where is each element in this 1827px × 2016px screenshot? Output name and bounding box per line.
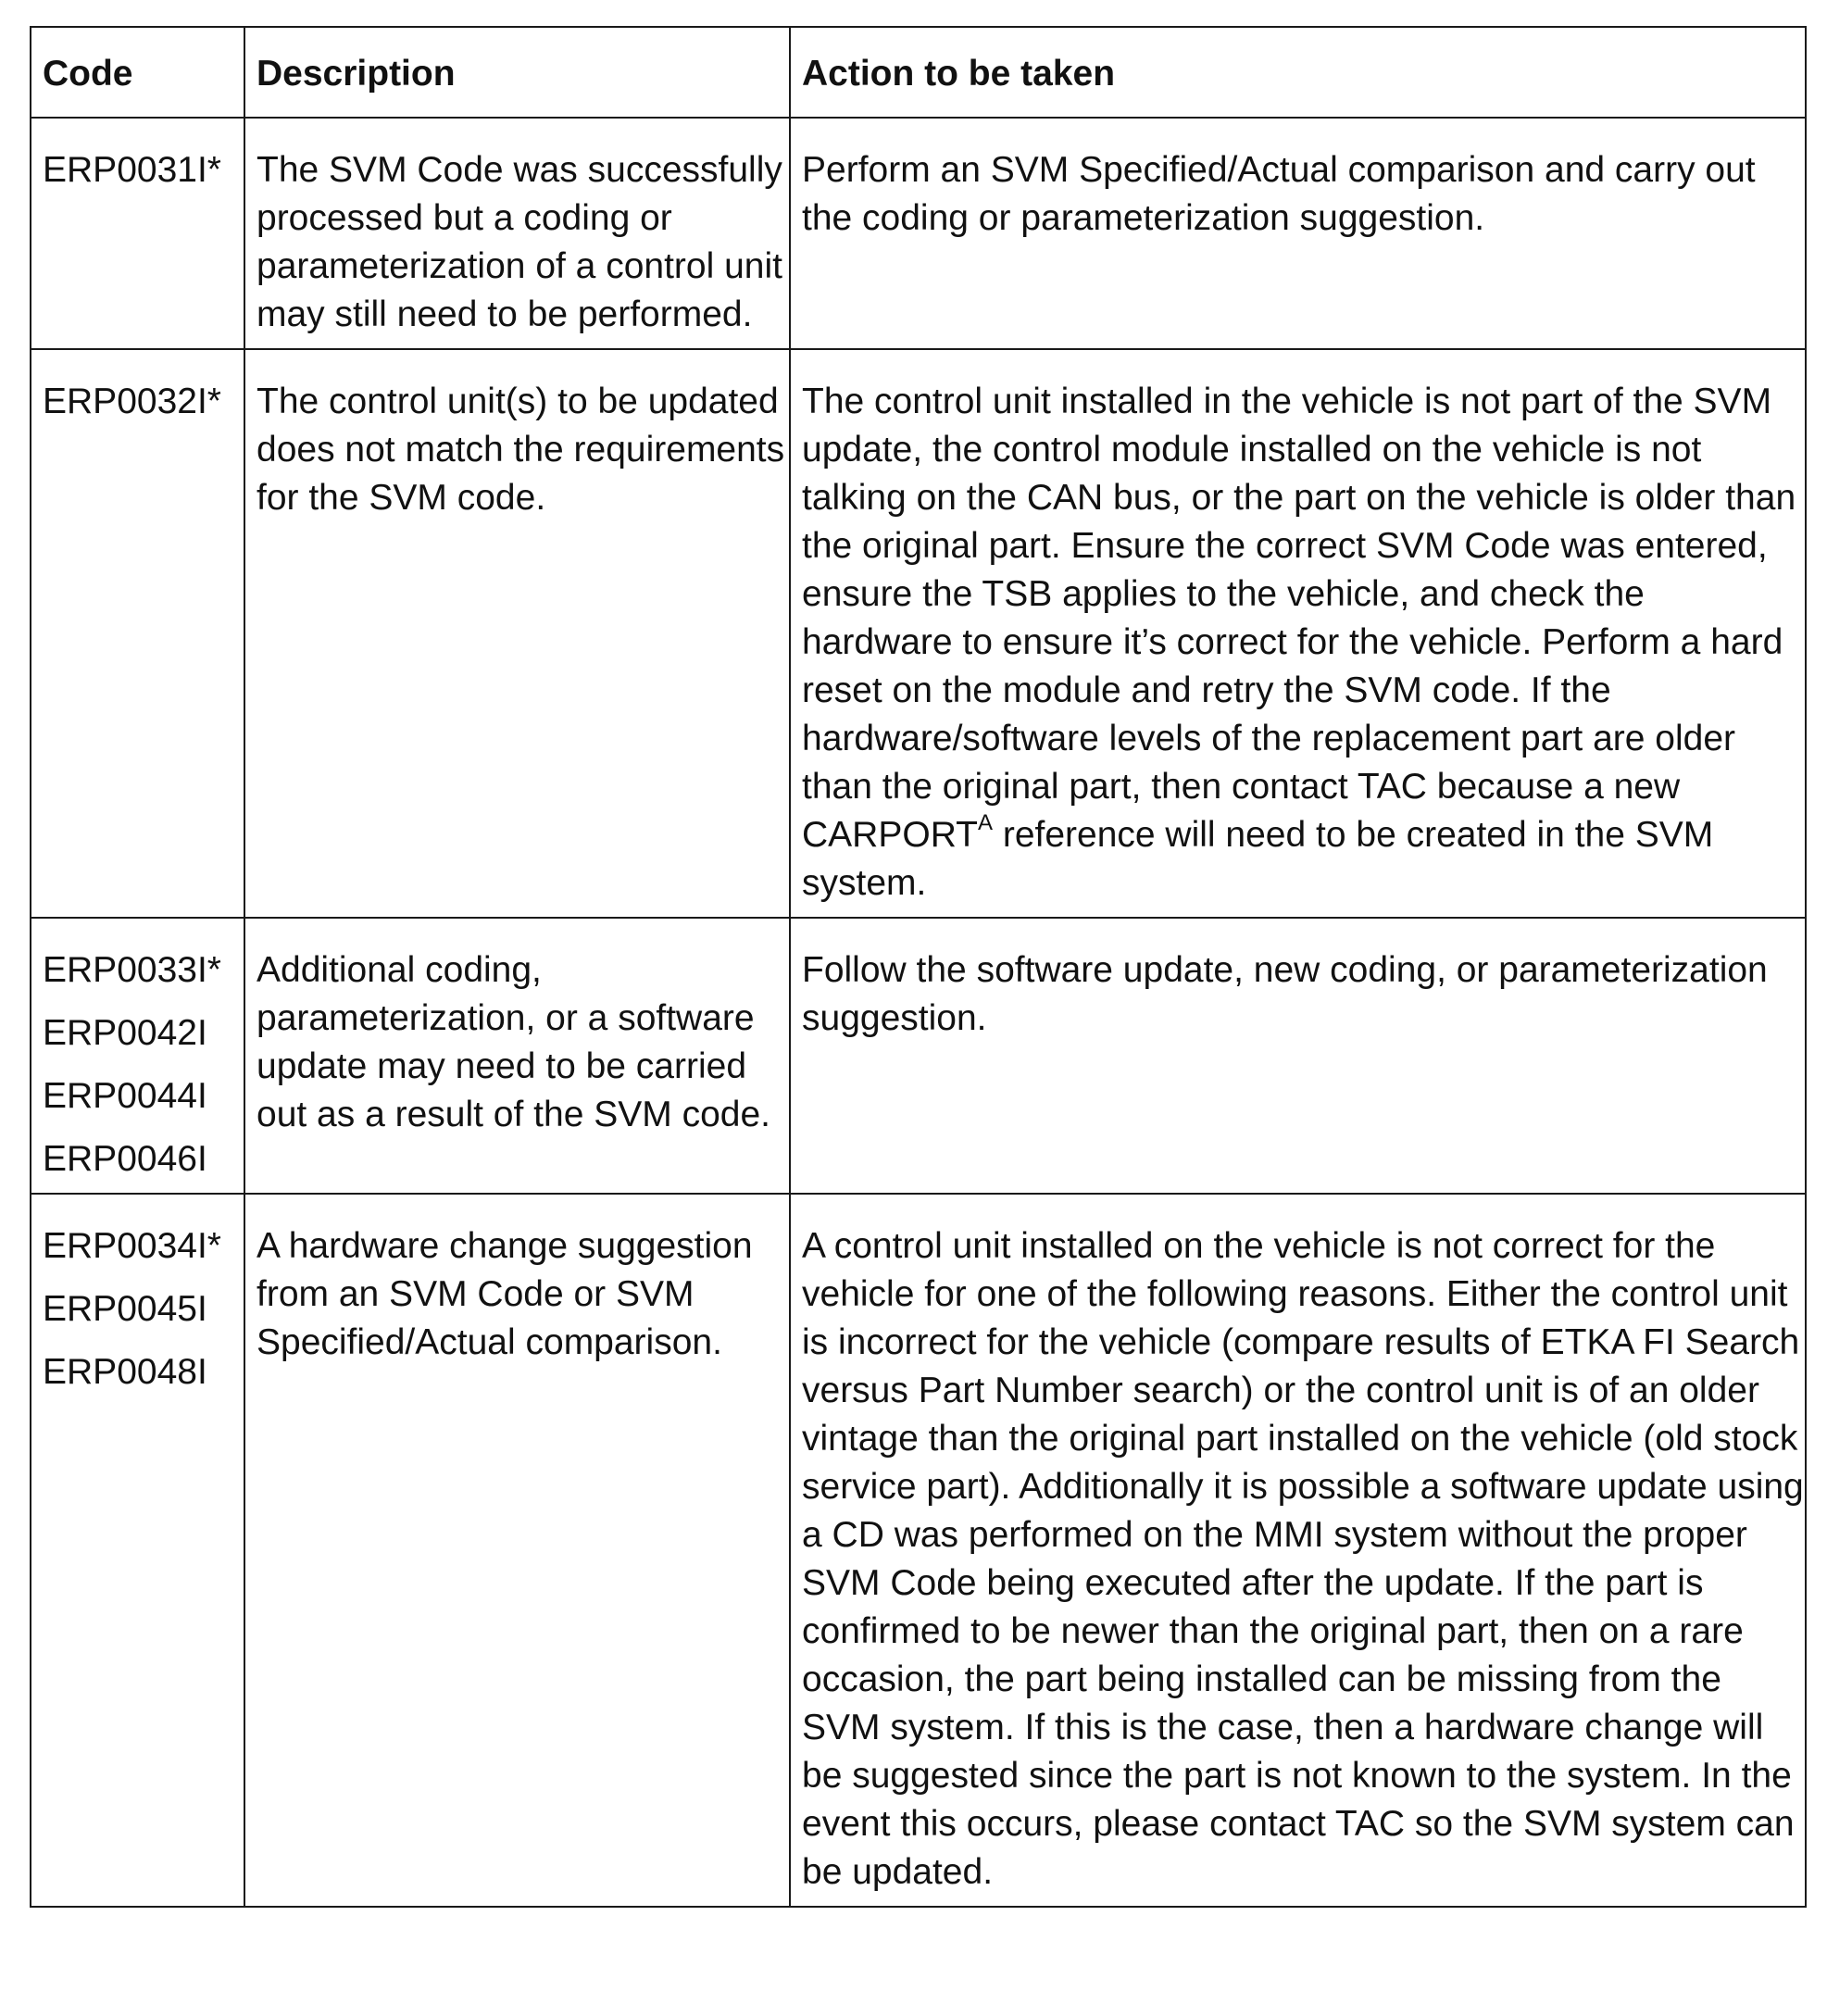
error-code: ERP0042I [43, 1013, 207, 1053]
table-row [31, 349, 1806, 918]
error-code: ERP0033I* [43, 950, 221, 990]
code-cell [31, 1194, 244, 1907]
error-code: ERP0034I* [43, 1226, 221, 1266]
error-code: ERP0045I [43, 1289, 207, 1329]
header-code: Code [31, 27, 244, 118]
error-code-table [30, 26, 1807, 1908]
code-cell [31, 349, 244, 918]
action-text-continued: reference will need to be created in the SVM system. [802, 815, 1714, 903]
action-cell: Follow the software update, new coding, or parameterization suggestion. [790, 918, 1806, 1194]
description-cell: The SVM Code was successfully processed but a coding or parameterization of a control unit may still need to be performed. [244, 118, 790, 349]
description-cell: The control unit(s) to be updated does not match the requirements for the SVM code. [244, 349, 790, 918]
table-row [31, 918, 1806, 1194]
header-row [31, 27, 1806, 118]
code-cell [31, 118, 244, 349]
carport-superscript: A [977, 810, 993, 835]
action-cell [790, 349, 1806, 918]
error-code: ERP0031I* [43, 150, 221, 190]
header-description: Description [244, 27, 790, 118]
error-code: ERP0048I [43, 1352, 207, 1392]
error-code: ERP0032I* [43, 382, 221, 421]
error-code: ERP0046I [43, 1139, 207, 1179]
action-text: The control unit installed in the vehicle is not part of the SVM update, the control module installed on the vehicle is not talking on the CAN bus, or the part on the vehicle is older than the original part. Ensure the correct SVM Code was entered, ensure the TSB applies to the vehicle, and check the hardware to ensure it’s correct for the vehicle. Perform a hard reset on the module and retry the SVM code. If the hardware/software levels of the replacement part are older than the original part, then contact TAC because a new CARPORT [802, 382, 1796, 855]
table-row [31, 118, 1806, 349]
description-cell: Additional coding, parameterization, or a software update may need to be carried out as a result of the SVM code. [244, 918, 790, 1194]
error-code: ERP0044I [43, 1076, 207, 1116]
header-action: Action to be taken [790, 27, 1806, 118]
code-cell [31, 918, 244, 1194]
description-cell: A hardware change suggestion from an SVM Code or SVM Specified/Actual comparison. [244, 1194, 790, 1907]
table-row [31, 1194, 1806, 1907]
action-cell: A control unit installed on the vehicle is not correct for the vehicle for one of the following reasons. Either the control unit is incorrect for the vehicle (compare results of ETKA FI Search versus Part Number search) or the control unit is of an older vintage than the original part installed on the vehicle (old stock service part). Additionally it is possible a software update using a CD was performed on the MMI system without the proper SVM Code being executed after the update. If the part is confirmed to be newer than the original part, then on a rare occasion, the part being installed can be missing from the SVM system. If this is the case, then a hardware change will be suggested since the part is not known to the system. In the event this occurs, please contact TAC so the SVM system can be updated. [790, 1194, 1806, 1907]
action-cell: Perform an SVM Specified/Actual comparison and carry out the coding or parameterization suggestion. [790, 118, 1806, 349]
